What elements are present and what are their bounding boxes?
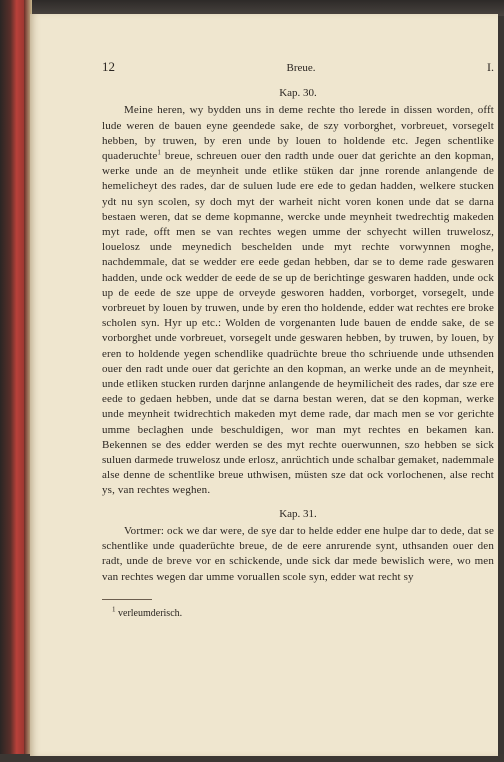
chapter-31-text: Vortmer: ock we dar were, de sye dar to helde edder ene hulpe dar to dede, dat se schentlike unde quaderüchte breue, de de eere anrurende synt, uthsanden ouer den radt, unde de breve vor en schickende, unde sick dar mede bewislich were, wo men van rechtes wegen dar umme voruallen scole syn, edder wat recht sy: [102, 524, 494, 583]
footnote: [102, 606, 494, 621]
chapter-30-text-part2: breue, schreuen ouer den radth unde ouer dat gerichte an den kopman, werke unde an de meynheit unde etlike stüken dar jnne rorende anlangende de hemelicheyt des rades, dar de suluen lude ere ede to gedan hadden, welkere stucken ydt nu syn scolen, sy doch myt der warheit nicht voren konen unde dat se darna bestaen weren, dat se deme kopmanne, wercke unde meynheit twedrechtig makeden myt rade, offt men se van rechtes wegen umme der schyecht willen truwelosz, louelosz unde meynedich beschelden unde myt rechte vorwynnen moghe, nachdemmale, dat se wedder ere eede gedan hebben, dar se to deme rade geswaren hadden, unde ock wedder de eede de se up de berichtinge geswaren hadden, unde ock up de eede de sze uppe de orveyde gesworen hadden, vorborget, vorsegelt, unde vorbreuet by louen by truwen, unde by eren tho holdende, edder wat rechtes ere broke scholen syn. Hyr up etc.: Wolden de vorgenanten lude bauen de endde sake, de se vorborghet unde vorbreuet, vorsegelt unde geswaren hebben, by truwen, by louen, by eren to holdende yegen schendlike quadrüchte breue tho schriuende unde uthsenden ouer den radt unde ouer dat gerichte an den kopman, an werke unde an de meynheit, unde etliken stucken rurden darjnne anlangende de heymilicheit des rades, dar sze ere eede to gedaen hebben, unde dat se darna bestan weren, dat se den kopman, werke unde meynheit twidrechtich makeden myt deme rade, dar mach men se vor gerichte umme beclaghen unde beschuldigen, wor man myt rechtes en bekamen kan. Bekennen se des edder werden se des myt rechte ouerwunnen, szo hebben se sick suluen darmede truwelosz unde erlosz, anrüchtich unde schalbar gemaket, nademmale alse denne de schentlike breue uthwisen, müsten sze dat ock vorlochenen, alse recht ys, van rechtes weghen.: [102, 150, 494, 497]
chapter-30-text-part1: Meine heren, wy bydden uns in deme rechte tho lerede in dissen worden, offt lude weren de bauen eyne geendede sake, de szy vorborghet, vorbreuet, vorsegelt hebben, by truwen, by eren unde by louen to holdende etc. Jegen schentlike quaderuchte: [102, 104, 494, 163]
footnote-reference: 1: [157, 148, 162, 157]
footnote-text: verleumderisch.: [118, 607, 183, 619]
volume-number: I.: [486, 60, 494, 74]
chapter-heading-31: Kap. 31.: [279, 507, 317, 520]
chapter-heading-30: Kap. 30.: [279, 87, 317, 100]
chapter-30-text: [102, 103, 494, 498]
footnote-mark: 1: [112, 605, 116, 614]
page-content: [102, 59, 494, 621]
footnote-divider: [102, 599, 152, 600]
running-title: Breue.: [286, 62, 316, 74]
book-page: [30, 14, 498, 756]
running-header: [102, 59, 494, 76]
page-number: 12: [102, 59, 115, 74]
